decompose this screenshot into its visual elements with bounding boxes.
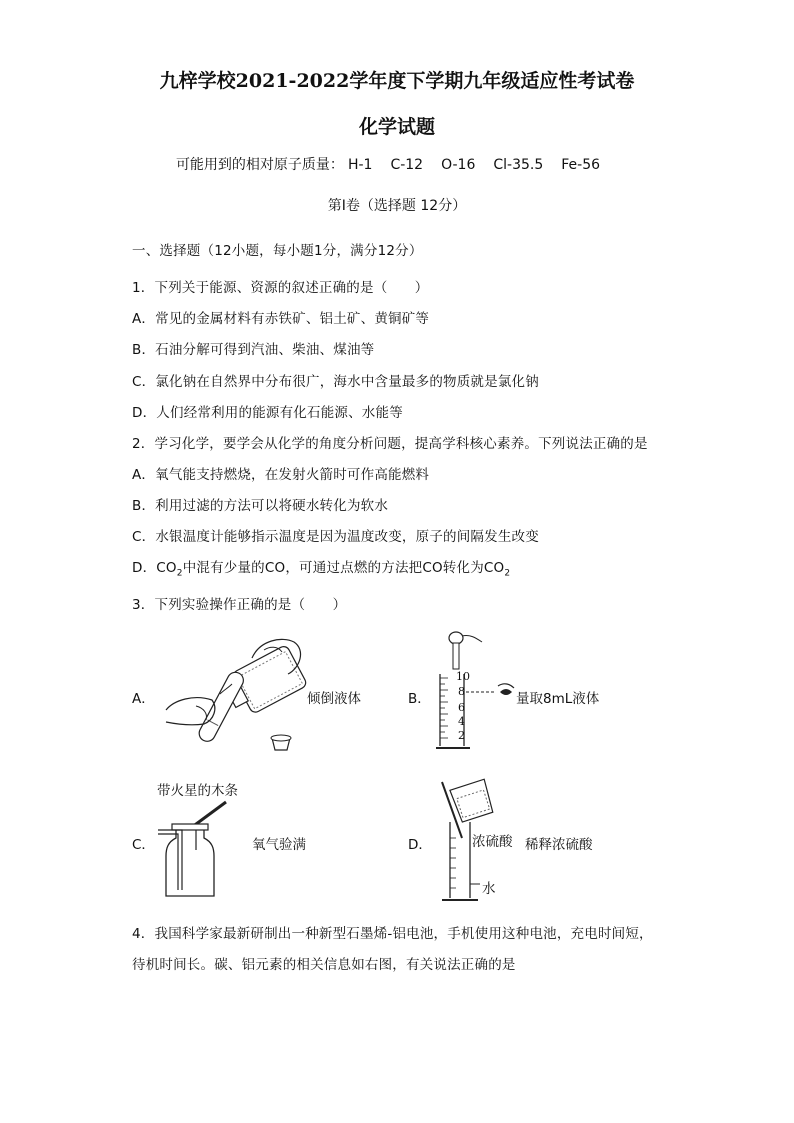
q2-d-subb: 2 bbox=[504, 568, 511, 579]
exam-title: 九梓学校2021-2022学年度下学期九年级适应性考试卷 bbox=[159, 70, 635, 92]
q3-a-caption: 倾倒液体 bbox=[307, 691, 361, 707]
volume-title: 第Ⅰ卷（选择题 12分） bbox=[327, 198, 467, 214]
q2-d-prefix: D． bbox=[132, 560, 157, 576]
atomic-mass-fe: Fe-56 bbox=[561, 157, 601, 173]
q3-c-letter: C． bbox=[132, 837, 155, 853]
measuring-cylinder-illustration bbox=[436, 630, 516, 755]
q4-stem-line1: 4．我国科学家最新研制出一种新型石墨烯-铝电池，手机使用这种电池，充电时间短， bbox=[132, 926, 653, 942]
q3-a-letter: A． bbox=[132, 691, 155, 707]
atomic-mass-cl: Cl-35.5 bbox=[493, 157, 544, 173]
q2-d-mid: 中混有少量的CO，可通过点燃的方法把CO转化为 bbox=[182, 560, 484, 576]
q3-b-caption: 量取8mL液体 bbox=[516, 691, 600, 707]
q3-stem: 3．下列实验操作正确的是（ ） bbox=[132, 597, 347, 613]
q3-d-acid-label: 浓硫酸 bbox=[472, 834, 513, 850]
cylinder-mark-6: 6 bbox=[458, 701, 465, 714]
q2-option-b: B．利用过滤的方法可以将硬水转化为软水 bbox=[132, 498, 389, 514]
atomic-mass-line bbox=[0, 154, 794, 174]
q3-d-caption: 稀释浓硫酸 bbox=[525, 837, 593, 853]
cylinder-mark-8: 8 bbox=[458, 685, 465, 698]
atomic-mass-label: 可能用到的相对原子质量： bbox=[175, 157, 344, 173]
q1-option-a: A．常见的金属材料有赤铁矿、铝土矿、黄铜矿等 bbox=[132, 311, 430, 327]
pouring-liquid-illustration bbox=[160, 628, 310, 753]
cylinder-mark-10: 10 bbox=[456, 670, 470, 683]
oxygen-test-illustration bbox=[158, 800, 258, 902]
atomic-mass-h: H-1 bbox=[347, 157, 373, 173]
q4-stem-line2: 待机时间长。碳、铝元素的相关信息如右图，有关说法正确的是 bbox=[132, 957, 516, 973]
q2-d-co2b: CO bbox=[483, 560, 505, 576]
atomic-mass-c: C-12 bbox=[390, 157, 424, 173]
q2-stem: 2．学习化学，要学会从化学的角度分析问题，提高学科核心素养。下列说法正确的是 bbox=[132, 436, 648, 452]
q2-option-c: C．水银温度计能够指示温度是因为温度改变，原子的间隔发生改变 bbox=[132, 529, 539, 545]
q1-stem: 1．下列关于能源、资源的叙述正确的是（ ） bbox=[132, 280, 429, 296]
q1-option-c: C．氯化钠在自然界中分布很广，海水中含量最多的物质就是氯化钠 bbox=[132, 374, 539, 390]
q2-d-co2: CO bbox=[156, 560, 177, 576]
atomic-mass-o: O-16 bbox=[441, 157, 476, 173]
subject-title: 化学试题 bbox=[358, 116, 435, 138]
q1-option-b: B．石油分解可得到汽油、柴油、煤油等 bbox=[132, 342, 375, 358]
q2-d-sub: 2 bbox=[176, 568, 183, 579]
q3-b-letter: B． bbox=[408, 691, 431, 707]
q2-option-a: A．氧气能支持燃烧，在发射火箭时可作高能燃料 bbox=[132, 467, 430, 483]
q3-d-letter: D． bbox=[408, 837, 432, 853]
q3-c-top-label: 带火星的木条 bbox=[157, 783, 238, 799]
section-heading: 一、选择题（12小题，每小题1分，满分12分） bbox=[132, 243, 423, 259]
q3-d-water-label: 水 bbox=[482, 881, 496, 897]
q1-option-d: D．人们经常利用的能源有化石能源、水能等 bbox=[132, 405, 403, 421]
q3-c-caption: 氧气验满 bbox=[252, 837, 306, 853]
cylinder-mark-2: 2 bbox=[458, 729, 465, 742]
q2-option-d bbox=[132, 556, 510, 579]
cylinder-mark-4: 4 bbox=[458, 715, 465, 728]
